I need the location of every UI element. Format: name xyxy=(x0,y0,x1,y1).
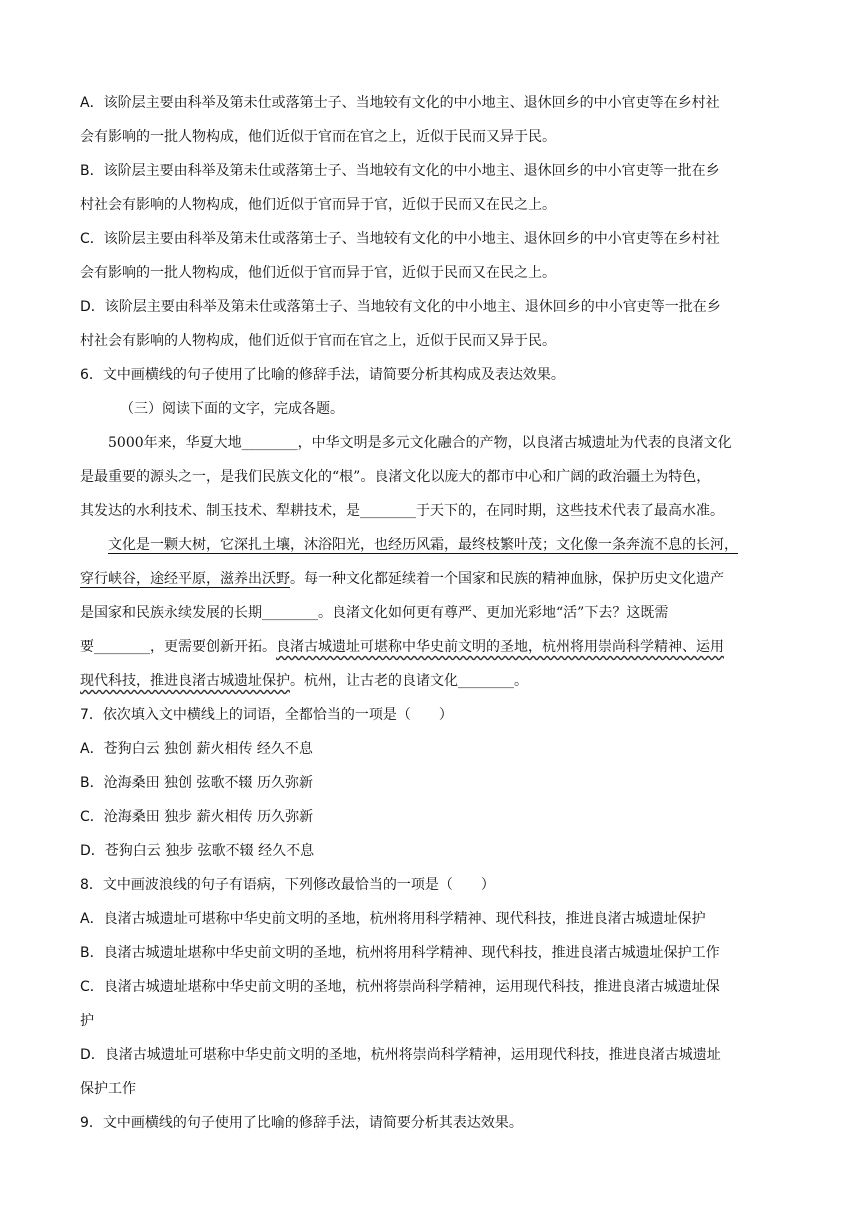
page-content xyxy=(80,86,780,1140)
question-9: 9．文中画横线的句子使用了比喻的修辞手法，请简要分析其表达效果。 xyxy=(80,1115,523,1131)
underlined-sentence: 文化是一颗大树，它深扎土壤，沐浴阳光，也经历风霜，最终枝繁叶茂；文化像一条奔流不息的长河， xyxy=(108,537,738,553)
q5-option-d-line2: 村社会有影响的人物构成，他们近似于官而在官之上，近似于民而又异于民。 xyxy=(80,333,556,349)
fill-blank-2: ________ xyxy=(360,503,416,519)
q8-option-d-line1: D．良渚古城遗址可堪称中华史前文明的圣地，杭州将崇尚科学精神，运用现代科技，推进良渚古城遗址 xyxy=(80,1047,721,1063)
passage-text: 。 xyxy=(514,673,528,689)
question-6: 6．文中画横线的句子使用了比喻的修辞手法，请简要分析其构成及表达效果。 xyxy=(80,367,565,383)
q5-option-a-line2: 会有影响的一批人物构成，他们近似于官而在官之上，近似于民而又异于民。 xyxy=(80,129,556,145)
underlined-sentence: 穿行峡谷，途经平原，滋养出沃野 xyxy=(80,571,290,587)
q8-option-a: A．良渚古城遗址可堪称中华史前文明的圣地，杭州将用科学精神、现代科技，推进良渚古城遗址保护 xyxy=(80,911,706,927)
passage-p2-line3 xyxy=(80,596,780,630)
q8-option-b: B．良渚古城遗址堪称中华史前文明的圣地，杭州将用科学精神、现代科技，推进良渚古城遗址保护工作 xyxy=(80,945,720,961)
passage-p1-line3 xyxy=(80,494,780,528)
passage-text: ，更需要创新开拓。 xyxy=(150,639,276,655)
question-8-stem: 8．文中画波浪线的句子有语病，下列修改最恰当的一项是（ ） xyxy=(80,877,495,893)
passage-text: 于天下的，在同时期，这些技术代表了最高水准。 xyxy=(416,503,724,519)
passage-p1-line2: 是最重要的源头之一，是我们民族文化的“根”。良渚文化以庞大的都市中心和广阔的政治疆土为特色， xyxy=(80,469,711,485)
q8-option-c-line1: C．良渚古城遗址堪称中华史前文明的圣地，杭州将崇尚科学精神，运用现代科技，推进良渚古城遗址保 xyxy=(80,979,720,995)
wavy-underlined-sentence: 现代科技，推进良渚古城遗址保护 xyxy=(80,673,290,689)
q8-option-c-line2: 护 xyxy=(80,1013,94,1029)
passage-p2-line1 xyxy=(80,528,780,562)
passage-p2-line4 xyxy=(80,630,780,664)
passage-text: 。杭州，让古老的良诸文化 xyxy=(290,673,458,689)
section-3-title: （三）阅读下面的文字，完成各题。 xyxy=(120,401,344,417)
q8-option-d-line2: 保护工作 xyxy=(80,1081,136,1097)
passage-text: 。良渚文化如何更有尊严、更加光彩地“活”下去？这既需 xyxy=(318,605,669,621)
q7-option-a: A．苍狗白云 独创 薪火相传 经久不息 xyxy=(80,741,313,757)
passage-p1-line1 xyxy=(80,426,780,460)
passage-text: 。每一种文化都延续着一个国家和民族的精神血脉，保护历史文化遗产 xyxy=(290,571,724,587)
q7-option-c: C．沧海桑田 独步 薪火相传 历久弥新 xyxy=(80,809,314,825)
question-7-stem: 7．依次填入文中横线上的词语，全都恰当的一项是（ ） xyxy=(80,707,453,723)
passage-text: 其发达的水利技术、制玉技术、犁耕技术，是 xyxy=(80,503,360,519)
passage-text: ，中华文明是多元文化融合的产物，以良渚古城遗址为代表的良渚文化 xyxy=(297,435,732,451)
passage-text: 是国家和民族永续发展的长期 xyxy=(80,605,262,621)
passage-text: 5000年来，华夏大地 xyxy=(108,435,242,451)
passage-p2-line5 xyxy=(80,664,780,698)
q5-option-c-line1: C．该阶层主要由科举及第未仕或落第士子、当地较有文化的中小地主、退休回乡的中小官吏等在乡村社 xyxy=(80,231,720,247)
fill-blank-4: ________ xyxy=(94,639,150,655)
fill-blank-5: ________ xyxy=(458,673,514,689)
fill-blank-3: ________ xyxy=(262,605,318,621)
q5-option-a-line1: A．该阶层主要由科举及第未仕或落第士子、当地较有文化的中小地主、退休回乡的中小官吏等在乡村社 xyxy=(80,95,720,111)
fill-blank-1: ________ xyxy=(241,435,298,451)
q5-option-b-line2: 村社会有影响的人物构成，他们近似于官而异于官，近似于民而又在民之上。 xyxy=(80,197,556,213)
wavy-underlined-sentence: 良渚古城遗址可堪称中华史前文明的圣地，杭州将用崇尚科学精神、运用 xyxy=(276,639,724,655)
q5-option-d-line1: D．该阶层主要由科举及第未仕或落第士子、当地较有文化的中小地主、退休回乡的中小官吏等一批在乡 xyxy=(80,299,721,315)
q7-option-d: D．苍狗白云 独步 弦歌不辍 经久不息 xyxy=(80,843,315,859)
passage-p2-line2 xyxy=(80,562,780,596)
q7-option-b: B．沧海桑田 独创 弦歌不辍 历久弥新 xyxy=(80,775,313,791)
q5-option-b-line1: B．该阶层主要由科举及第未仕或落第士子、当地较有文化的中小地主、退休回乡的中小官吏等一批在乡 xyxy=(80,163,720,179)
q5-option-c-line2: 会有影响的一批人物构成，他们近似于官而异于官，近似于民而又在民之上。 xyxy=(80,265,556,281)
passage-text: 要 xyxy=(80,639,94,655)
